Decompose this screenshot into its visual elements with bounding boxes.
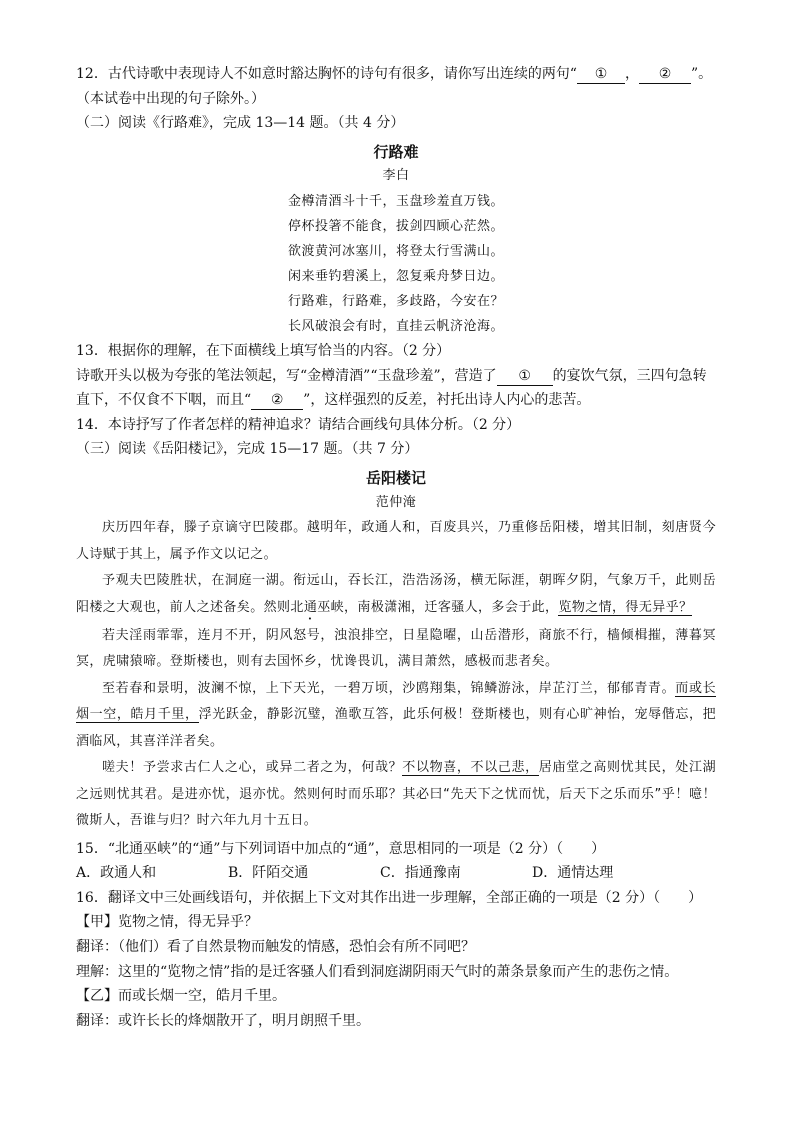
poem-line: 金樽清酒斗十千，玉盘珍羞直万钱。 [287,193,504,209]
q12-blank-2[interactable]: ② [639,65,691,84]
exam-page [76,62,716,1033]
poem-title: 行路难 [373,142,419,161]
q12-line [76,62,716,87]
q12-note: （本试卷中出现的句子除外。） [76,90,265,107]
q13-blank-2[interactable]: ② [251,391,303,410]
q15-stem: 15．“北通巫峡”的“通”与下列词语中加点的“通”，意思相同的一项是（2 分）（ ） [76,840,606,857]
q16-yi-label: 【乙】而或长烟一空，皓月千里。 [76,988,286,1005]
essay-p2-b: 巫峡，南极潇湘，迁客骚人，多会于此， [317,599,559,615]
q13-text-d: ”，这样强烈的反差，衬托出诗人内心的悲苦。 [303,392,591,409]
poem-body [76,189,716,339]
q13-line-1 [76,364,716,389]
underlined-sentence-yi: 而或长烟一空，皓月千里， [76,680,716,723]
essay-p4-b: 浮光跃金，静影沉璧，渔歌互答，此乐何极！登斯楼也，则有心旷神怡，宠辱偕忘，把酒临风，其喜洋洋者矣。 [76,707,716,749]
q13-text-a: 诗歌开头以极为夸张的笔法领起，写“金樽清酒”“玉盘珍羞”，营造了 [76,367,497,384]
q16-jia-translation: 翻译：（他们）看了自然景物而触发的情感，恐怕会有所不同吧？ [76,939,475,955]
q16-stem: 16．翻译文中三处画线语句，并依据上下文对其作出进一步理解，全部正确的一项是（2 分）（ ） [76,889,703,906]
underlined-sentence-jia: 览物之情，得无异乎？ [558,599,693,615]
poem-author: 李白 [382,168,410,184]
essay-paragraph [76,676,716,756]
dotted-char-tong: 通 [303,599,318,615]
option-b[interactable]: B．阡陌交通 [228,865,309,882]
q13-stem: 13．根据你的理解，在下面横线上填写恰当的内容。（2 分） [76,342,451,359]
q13-line-2 [76,388,716,413]
q12-sep: ， [624,66,639,82]
poem-line: 停杯投箸不能食，拔剑四顾心茫然。 [287,218,504,234]
essay-paragraph [76,755,716,835]
essay-p5-a: 嗟夫！予尝求古仁人之心，或异二者之为，何哉？ [102,760,403,776]
q13-blank-1[interactable]: ① [497,367,553,386]
q12-blank-1[interactable]: ① [577,65,625,84]
underlined-sentence-bing: 不以物喜，不以己悲， [402,760,539,776]
essay-p5-b: 居庙堂之高则忧其民，处江湖之远则忧其君。是进亦忧，退亦忧。然则何时而乐耶？其必曰“先天下之忧而忧，后天下之乐而乐”乎！噫！微斯人，吾谁与归？时六年九月十五日。 [76,760,716,829]
poem-line: 长风破浪会有时，直挂云帆济沧海。 [287,318,504,334]
q12-text-a: 12．古代诗歌中表现诗人不如意时豁达胸怀的诗句有很多，请你写出连续的两句“ [76,66,577,82]
option-a[interactable]: A．政通人和 [76,865,157,882]
q13-text-b: 的宴饮气氛，三四句急转 [552,367,707,384]
option-d[interactable]: D．通情达理 [532,865,614,882]
q15-options [76,861,716,886]
essay-title: 岳阳楼记 [365,468,426,487]
essay-p4-a: 至若春和景明，波澜不惊，上下天光，一碧万顷，沙鸥翔集，锦鳞游泳，岸芷汀兰，郁郁青青。 [102,680,676,696]
q16-jia-label: 【甲】览物之情，得无异乎？ [76,914,258,931]
section3-header: （三）阅读《岳阳楼记》，完成 15—17 题。（共 7 分） [76,441,419,458]
q12-text-b: ”。 [690,66,713,82]
essay-paragraph: 若夫淫雨霏霏，连月不开，阴风怒号，浊浪排空，日星隐曜，山岳潜形，商旅不行，樯倾楫摧，薄暮冥冥，虎啸猿啼。登斯楼也，则有去国怀乡，忧谗畏讥，满目萧然，感极而悲者矣。 [76,627,716,670]
essay-p2-a: 予观夫巴陵胜状，在洞庭一湖。衔远山，吞长江，浩浩汤汤，横无际涯，朝晖夕阴，气象万千，此则岳阳楼之大观也，前人之述备矣。然则北 [76,573,716,615]
section2-header: （二）阅读《行路难》，完成 13—14 题。（共 4 分） [76,115,405,132]
essay-paragraph: 庆历四年春，滕子京谪守巴陵郡。越明年，政通人和，百废具兴，乃重修岳阳楼，增其旧制，刻唐贤今人诗赋于其上，属予作文以记之。 [76,520,716,562]
essay-author: 范仲淹 [375,494,417,510]
option-c[interactable]: C．指通豫南 [380,865,461,882]
q16-yi-translation: 翻译：或许长长的烽烟散开了，明月朗照千里。 [76,1012,370,1029]
q14-stem: 14．本诗抒写了作者怎样的精神追求？请结合画线句具体分析。（2 分） [76,416,521,433]
poem-line: 行路难，行路难，多歧路，今安在？ [287,293,504,309]
q16-jia-understanding: 理解：这里的“览物之情”指的是迁客骚人们看到洞庭湖阴雨天气时的萧条景象而产生的悲伤之情。 [76,963,679,980]
q13-text-c: 直下，不仅食不下咽，而且“ [76,392,252,409]
essay-paragraph [76,568,716,623]
poem-line: 闲来垂钓碧溪上，忽复乘舟梦日边。 [287,268,504,284]
poem-line: 欲渡黄河冰塞川，将登太行雪满山。 [287,243,504,259]
